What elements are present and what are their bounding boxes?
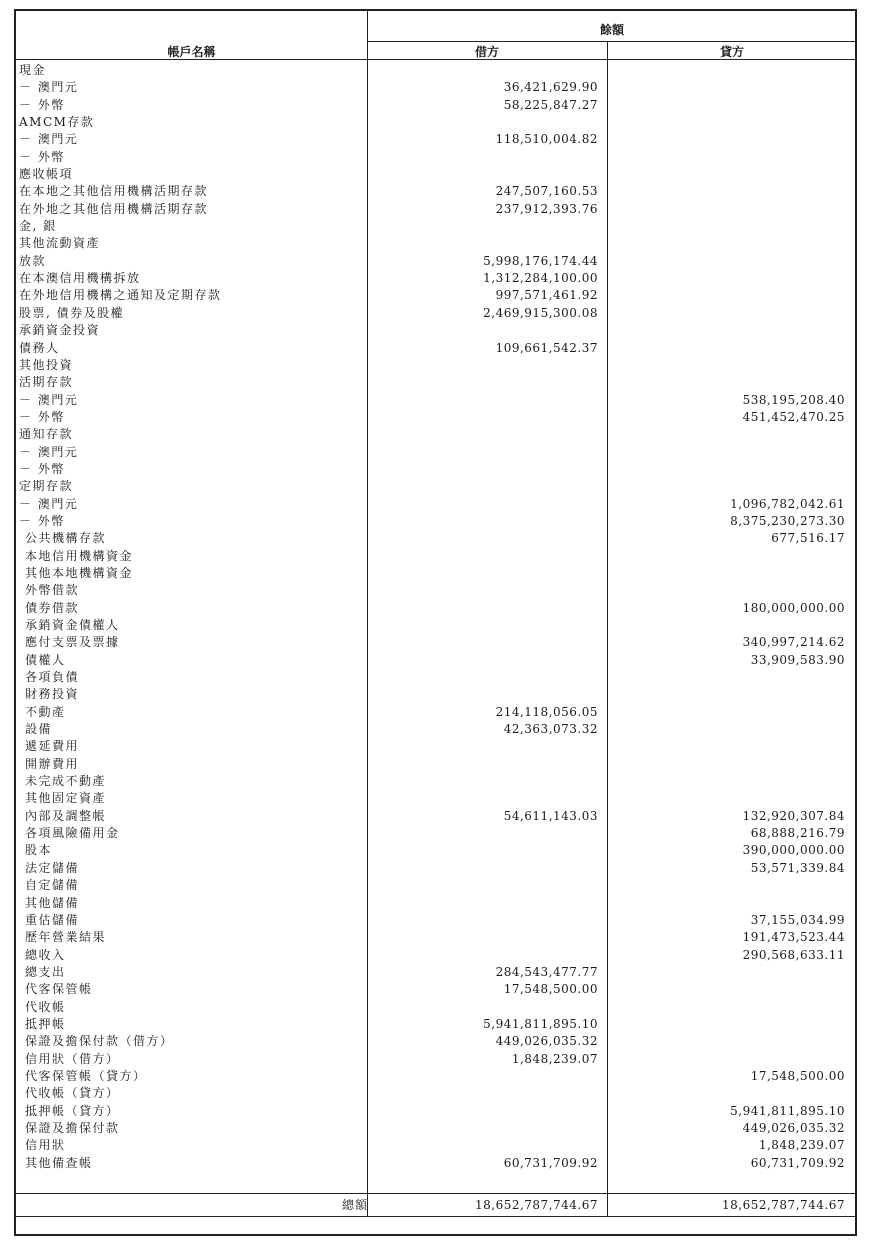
table-row: [16, 253, 855, 270]
credit-amount: 53,571,339.84: [750, 860, 845, 875]
account-name: 遞延費用: [25, 739, 80, 754]
credit-amount: 17,548,500.00: [750, 1068, 845, 1083]
table-row: [16, 1137, 855, 1154]
table-row: [16, 652, 855, 669]
account-name: 應收帳項: [19, 167, 74, 182]
account-name: － 澳門元: [19, 392, 79, 407]
table-row: [16, 704, 855, 721]
account-rows: [16, 62, 855, 1172]
table-row: [16, 947, 855, 964]
account-name: 各項風險備用金: [25, 826, 120, 841]
table-row: [16, 114, 855, 131]
table-row: [16, 548, 855, 565]
table-row: [16, 825, 855, 842]
account-name: － 外幣: [19, 513, 65, 528]
account-name: 外幣借款: [25, 583, 80, 598]
account-name: 在本澳信用機構拆放: [19, 271, 141, 286]
account-name: 現金: [19, 63, 47, 77]
account-name: 其他備查帳: [25, 1155, 93, 1170]
credit-amount: 1,096,782,042.61: [730, 496, 845, 511]
account-name: 定期存款: [19, 479, 74, 494]
table-row: [16, 877, 855, 894]
credit-amount: 340,997,214.62: [742, 635, 845, 650]
trial-balance-table: [14, 9, 857, 1236]
table-row: [16, 1016, 855, 1033]
header-divider-balance: [367, 41, 857, 42]
table-row: [16, 340, 855, 357]
table-row: [16, 374, 855, 391]
account-name: 承銷資金投資: [19, 323, 101, 338]
account-name: 代收帳（貸方）: [25, 1086, 120, 1101]
account-name: 債務人: [19, 340, 60, 355]
account-name: － 澳門元: [19, 496, 79, 511]
table-row: [16, 964, 855, 981]
table-row: [16, 1033, 855, 1050]
credit-amount: 68,888,216.79: [750, 826, 845, 841]
account-name: 股本: [25, 843, 53, 858]
table-row: [16, 999, 855, 1016]
account-name: 在外地信用機構之通知及定期存款: [19, 288, 222, 303]
credit-amount: 290,568,633.11: [742, 947, 845, 962]
debit-amount: 5,941,811,895.10: [483, 1016, 598, 1031]
debit-amount: 54,611,143.03: [503, 808, 598, 823]
credit-amount: 5,941,811,895.10: [730, 1103, 845, 1118]
account-name: 歷年營業結果: [25, 930, 107, 945]
account-name: 債券借款: [25, 600, 80, 615]
table-row: [16, 513, 855, 530]
credit-amount: 191,473,523.44: [742, 930, 845, 945]
credit-amount: 60,731,709.92: [750, 1155, 845, 1170]
account-name: 應付支票及票據: [25, 635, 120, 650]
table-row: [16, 305, 855, 322]
account-name: 代客保管帳（貸方）: [25, 1068, 147, 1083]
credit-amount: 1,848,239.07: [758, 1138, 845, 1153]
account-name: 各項負債: [25, 670, 80, 685]
table-row: [16, 478, 855, 495]
table-row: [16, 426, 855, 443]
table-row: [16, 62, 855, 79]
table-row: [16, 461, 855, 478]
table-row: [16, 149, 855, 166]
table-row: [16, 582, 855, 599]
debit-amount: 17,548,500.00: [503, 982, 598, 997]
account-name: 其他流動資產: [19, 236, 101, 251]
debit-amount: 449,026,035.32: [495, 1034, 598, 1049]
debit-amount: 997,571,461.92: [495, 288, 598, 303]
account-name: 其他本地機構資金: [25, 565, 134, 580]
total-row: [16, 1194, 855, 1216]
credit-header: 貸方: [719, 45, 744, 59]
debit-amount: 36,421,629.90: [503, 80, 598, 95]
table-row: [16, 322, 855, 339]
debit-amount: 1,848,239.07: [511, 1051, 598, 1066]
debit-amount: 247,507,160.53: [495, 184, 598, 199]
table-row: [16, 392, 855, 409]
account-name: － 外幣: [19, 149, 65, 164]
account-name: 本地信用機構資金: [25, 548, 134, 563]
table-row: [16, 756, 855, 773]
table-row: [16, 600, 855, 617]
balance-header: 餘額: [599, 23, 624, 37]
debit-amount: 42,363,073.32: [503, 722, 598, 737]
table-row: [16, 895, 855, 912]
table-row: [16, 444, 855, 461]
credit-amount: 538,195,208.40: [742, 392, 845, 407]
account-name: 保證及擔保付款: [25, 1120, 120, 1135]
credit-amount: 37,155,034.99: [750, 912, 845, 927]
account-name: 財務投資: [25, 687, 80, 702]
debit-amount: 214,118,056.05: [495, 704, 598, 719]
total-credit: 18,652,787,744.67: [721, 1198, 845, 1212]
account-name: 其他固定資產: [25, 791, 107, 806]
credit-amount: 390,000,000.00: [742, 843, 845, 858]
account-name: － 外幣: [19, 97, 65, 112]
table-row: [16, 1120, 855, 1137]
account-name: 信用狀（借方）: [25, 1051, 120, 1066]
account-name: 其他儲備: [25, 895, 80, 910]
table-row: [16, 929, 855, 946]
table-row: [16, 1051, 855, 1068]
credit-amount: 180,000,000.00: [742, 600, 845, 615]
table-row: [16, 669, 855, 686]
table-row: [16, 981, 855, 998]
debit-amount: 284,543,477.77: [495, 964, 598, 979]
table-row: [16, 201, 855, 218]
debit-amount: 109,661,542.37: [495, 340, 598, 355]
table-row: [16, 409, 855, 426]
total-debit: 18,652,787,744.67: [474, 1198, 598, 1212]
account-name: 重估儲備: [25, 912, 80, 927]
account-name: 在本地之其他信用機構活期存款: [19, 184, 209, 199]
credit-amount: 132,920,307.84: [742, 808, 845, 823]
credit-amount: 8,375,230,273.30: [730, 513, 845, 528]
table-row: [16, 721, 855, 738]
debit-amount: 60,731,709.92: [503, 1155, 598, 1170]
table-row: [16, 131, 855, 148]
total-divider-bottom: [16, 1216, 857, 1217]
account-name: 債權人: [25, 652, 66, 667]
table-row: [16, 97, 855, 114]
table-row: [16, 235, 855, 252]
table-row: [16, 530, 855, 547]
table-row: [16, 617, 855, 634]
credit-amount: 677,516.17: [771, 531, 845, 546]
table-row: [16, 912, 855, 929]
account-name: 承銷資金債權人: [25, 618, 120, 632]
table-row: [16, 842, 855, 859]
debit-amount: 237,912,393.76: [495, 201, 598, 216]
account-name: 總收入: [25, 947, 66, 962]
table-row: [16, 183, 855, 200]
account-name: 抵押帳（貸方）: [25, 1103, 120, 1118]
table-row: [16, 218, 855, 235]
account-name: 信用狀: [25, 1138, 66, 1153]
account-name: 代收帳: [25, 999, 66, 1014]
table-row: [16, 808, 855, 825]
table-row: [16, 357, 855, 374]
total-label: 總額: [341, 1198, 368, 1212]
account-name: － 澳門元: [19, 444, 79, 459]
account-name-header: 帳戶名稱: [167, 45, 216, 59]
table-row: [16, 166, 855, 183]
account-name: AMCM存款: [19, 115, 95, 130]
table-row: [16, 287, 855, 304]
account-name: 股票, 債券及股權: [19, 305, 125, 320]
account-name: 其他投資: [19, 357, 74, 372]
account-name: － 外幣: [19, 409, 65, 424]
debit-amount: 1,312,284,100.00: [483, 271, 598, 286]
table-row: [16, 270, 855, 287]
account-name: 通知存款: [19, 427, 74, 442]
account-name: 金, 銀: [19, 219, 57, 234]
debit-amount: 58,225,847.27: [503, 97, 598, 112]
account-name: 未完成不動產: [25, 774, 107, 789]
table-row: [16, 1068, 855, 1085]
table-row: [16, 738, 855, 755]
debit-amount: 5,998,176,174.44: [483, 253, 598, 268]
table-row: [16, 1085, 855, 1102]
debit-header: 借方: [474, 45, 499, 59]
table-row: [16, 1103, 855, 1120]
account-name: 公共機構存款: [25, 531, 107, 546]
table-row: [16, 686, 855, 703]
table-row: [16, 1155, 855, 1172]
table-row: [16, 773, 855, 790]
account-name: 設備: [25, 722, 53, 737]
account-name: － 外幣: [19, 461, 65, 476]
account-name: 開辦費用: [25, 756, 80, 771]
table-row: [16, 634, 855, 651]
credit-amount: 449,026,035.32: [742, 1120, 845, 1135]
account-name: 放款: [19, 253, 47, 268]
table-row: [16, 565, 855, 582]
account-name: 內部及調整帳: [25, 808, 107, 823]
account-name: 保證及擔保付款（借方）: [25, 1034, 174, 1049]
credit-amount: 33,909,583.90: [750, 652, 845, 667]
debit-amount: 118,510,004.82: [495, 132, 598, 147]
account-name: 活期存款: [19, 375, 74, 390]
table-row: [16, 790, 855, 807]
account-name: 自定儲備: [25, 878, 80, 893]
credit-amount: 451,452,470.25: [742, 409, 845, 424]
account-name: 代客保管帳: [25, 982, 93, 997]
table-row: [16, 79, 855, 96]
account-name: 在外地之其他信用機構活期存款: [19, 201, 209, 216]
debit-amount: 2,469,915,300.08: [483, 305, 598, 320]
account-name: 法定儲備: [25, 860, 80, 875]
account-name: 抵押帳: [25, 1016, 66, 1031]
account-name: 不動產: [25, 704, 66, 719]
account-name: － 澳門元: [19, 80, 79, 95]
account-name: － 澳門元: [19, 132, 79, 147]
table-row: [16, 496, 855, 513]
table-row: [16, 860, 855, 877]
account-name: 總支出: [25, 964, 66, 979]
